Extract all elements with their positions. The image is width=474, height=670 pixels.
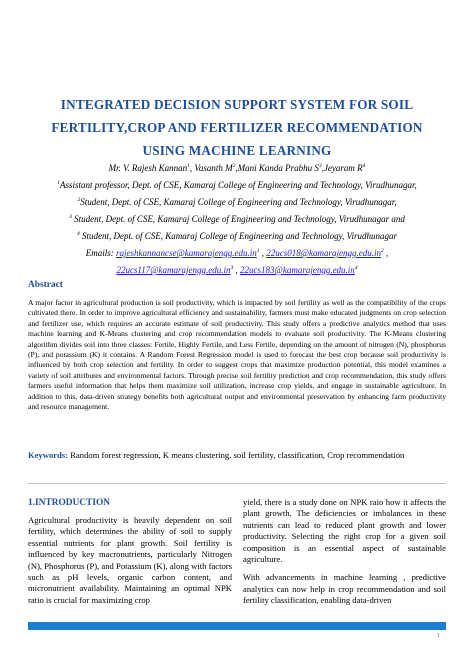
keywords-label: Keywords: bbox=[28, 450, 69, 460]
page-number: 1 bbox=[437, 633, 440, 639]
abstract-text: A major factor in agricultural production is soil productivity, which is impacted by soil fertility as well as the compatibility of the crops cultivated there. In order to improve agricultural efficiency and sustainability, farmers must make educated judgments on crop selection and fertilizer use, which requires an accurate estimate of soil productivity. This study offers a predictive analytics method that uses machine learning and K-Means clustering and crop recommendation models to evaluate soil productivity. The K-Means clustering algorithm divides soil into three classes: Fertile, Highly Fertile, and Less Fertile, depending on the amount of nitrogen (N), phosphorus (P), and potassium (K) it contains. A Random Forest Regression model is used to forecast the best crop because soil productivity is influenced by both crop selection and fertility. In order to suggest crops that maximize production potential, this model examines a variety of soil attributes and environmental factors. Through precise soil fertility prediction and crop recommendation, this study offers farmers useful information that helps them maximize soil utilization, increase crop yields, and engage in sustainable agriculture. In addition to this, data-driven strategy benefits both agricultural output and environmental preservation by enhancing farm productivity and resource management. bbox=[28, 298, 446, 412]
affiliation-sup: 4 bbox=[77, 231, 80, 237]
affiliation bbox=[20, 211, 454, 228]
emails-label: Emails: bbox=[85, 248, 116, 258]
abstract-heading: Abstract bbox=[28, 280, 63, 290]
footer-bar bbox=[28, 622, 446, 630]
author-sup: 4 bbox=[362, 163, 366, 169]
author-sup: 1 bbox=[187, 163, 190, 169]
email-separator: , bbox=[233, 265, 241, 275]
affiliation bbox=[20, 228, 454, 245]
affiliation-text: Student, Dept. of CSE, Kamaraj College of Engineering and Technology, Virudhunagar bbox=[79, 231, 397, 241]
email-sup: 4 bbox=[354, 265, 358, 271]
author-sup: 3 bbox=[318, 163, 322, 169]
affiliation-text: Assistant professor, Dept. of CSE, Kamaraj College of Engineering and Technology, Virudhunagar, bbox=[60, 180, 417, 190]
affiliation-sup: 2 bbox=[77, 197, 81, 203]
affiliation-text: Student, Dept. of CSE, Kamaraj College of Engineering and Technology, Virudhunagar and bbox=[71, 214, 405, 224]
email-link[interactable]: 22ucs183@kamarajengg.edu.in bbox=[240, 265, 355, 275]
affiliation bbox=[20, 194, 454, 211]
intro-paragraph: yield, there is a study done on NPK raio how it affects the plant growth. The deficiencies or imbalances in these nutrients can lead to reduced plant growth and lower productivity. Selecting the right crop for a given soil composition is an essential aspect of sustainable agriculture. bbox=[243, 497, 446, 565]
email-sup: 1 bbox=[256, 248, 260, 254]
email-separator: , bbox=[259, 248, 267, 258]
intro-left-column: Agricultural productivity is heavily dependent on soil fertility, which determines the ability of soil to supply essential nutrients for plant growth. Soil fertility is influenced by key macronutrients, particularly Nitrogen (N), Phosphorus (P), and Potassium (K), along with factors such as pH levels, organic carbon content, and micronutrient availability. Maintaining an optimal NPK ratio is crucial for maximizing crop bbox=[28, 515, 232, 605]
email-line bbox=[20, 245, 454, 262]
email-link[interactable]: 22ucs117@kamarajengg.edu.in bbox=[116, 265, 231, 275]
email-sup: 2 bbox=[381, 248, 384, 254]
introduction-heading: 1.INTRODUCTION bbox=[28, 498, 111, 508]
keywords bbox=[28, 449, 446, 461]
paper-title: INTEGRATED DECISION SUPPORT SYSTEM FOR SOIL FERTILITY,CROP AND FERTILIZER RECOMMENDATION USING MACHINE LEARNING bbox=[51, 97, 423, 158]
author-sup: 2 bbox=[232, 163, 236, 169]
email-link[interactable]: rajeshkannancse@kamarajengg.edu.in bbox=[115, 248, 257, 258]
author-name: Mr. V. Rajesh Kannan bbox=[108, 163, 188, 173]
email-line bbox=[20, 262, 454, 279]
email-separator: , bbox=[383, 248, 389, 258]
email-link[interactable]: 22ucs018@kamarajengg.edu.in bbox=[266, 248, 382, 258]
author-name: ,Mani Kanda Prabhu S bbox=[235, 163, 319, 173]
email-sup: 3 bbox=[230, 265, 234, 271]
affiliation-sup: 1 bbox=[57, 180, 61, 186]
author-line bbox=[20, 160, 454, 177]
affiliation bbox=[20, 177, 454, 194]
author-block bbox=[20, 160, 454, 279]
keywords-text: Random forest regression, K means clustering, soil fertility, classification, Crop recommendation bbox=[68, 450, 405, 460]
affiliation-sup: 3 bbox=[69, 214, 72, 220]
intro-right-column bbox=[243, 497, 446, 607]
author-name: , Vasanth M bbox=[189, 163, 233, 173]
section-divider bbox=[28, 483, 446, 484]
author-name: ,Jeyaram R bbox=[321, 163, 363, 173]
affiliation-text: Student, Dept. of CSE, Kamaraj College of Engineering and Technology, Virudhunagar, bbox=[80, 197, 397, 207]
intro-paragraph: With advancements in machine learning , predictive analytics can now help in crop recommendation and soil fertility classification, enabling data-driven bbox=[243, 572, 446, 606]
